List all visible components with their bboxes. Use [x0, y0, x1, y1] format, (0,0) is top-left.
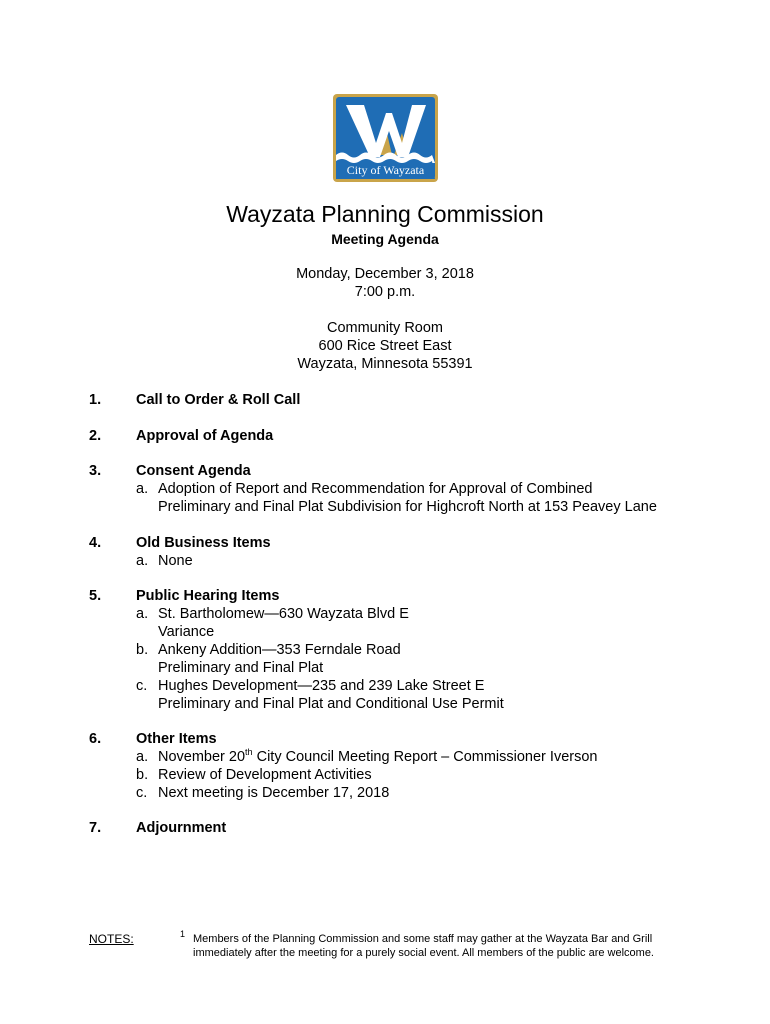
- item-title: Consent Agenda: [136, 463, 251, 479]
- sub-item-text: Review of Development Activities: [158, 767, 372, 783]
- item-title: Adjournment: [136, 820, 227, 836]
- page-title: Wayzata Planning Commission: [226, 201, 544, 227]
- item-title: Call to Order & Roll Call: [136, 392, 301, 408]
- sub-item-continuation: Preliminary and Final Plat Subdivision for Highcroft North at 153 Peavey Lane: [158, 499, 657, 515]
- meeting-time: 7:00 p.m.: [354, 284, 416, 300]
- sub-item-continuation: Preliminary and Final Plat: [158, 660, 324, 676]
- item-number: 3.: [89, 463, 102, 479]
- address-line-2: Wayzata, Minnesota 55391: [297, 356, 473, 372]
- sub-item-text: None: [158, 553, 193, 569]
- item-number: 1.: [89, 392, 102, 408]
- city-logo: [332, 93, 439, 183]
- sub-item-letter: c.: [136, 678, 148, 694]
- sub-item-letter: b.: [136, 767, 149, 783]
- sub-item: [136, 641, 401, 659]
- sub-item-text-pre: November 20: [158, 749, 246, 765]
- sub-item: [136, 552, 193, 570]
- footnote-line-1: Members of the Planning Commission and some staff may gather at the Wayzata Bar and Grill: [193, 933, 653, 945]
- sub-item: [136, 784, 389, 802]
- sub-item-letter: a.: [136, 606, 149, 622]
- address-line-1: 600 Rice Street East: [318, 338, 452, 354]
- sub-item-text: Hughes Development—235 and 239 Lake Street E: [158, 678, 485, 694]
- sub-item-text: Ankeny Addition—353 Ferndale Road: [158, 642, 401, 658]
- sub-item: [136, 748, 597, 766]
- sub-item-letter: b.: [136, 642, 149, 658]
- item-title: Approval of Agenda: [136, 428, 274, 444]
- item-number: 6.: [89, 731, 102, 747]
- footnote-line-2: immediately after the meeting for a purely social event. All members of the public are welcome.: [193, 947, 654, 959]
- sub-item: [136, 480, 592, 498]
- item-title: Old Business Items: [136, 535, 271, 551]
- sub-item: [136, 677, 484, 695]
- notes-label: NOTES:: [89, 932, 134, 946]
- item-number: 4.: [89, 535, 102, 551]
- sub-item-text: St. Bartholomew—630 Wayzata Blvd E: [158, 606, 409, 622]
- meeting-date: Monday, December 3, 2018: [296, 266, 474, 282]
- sub-item: [136, 766, 372, 784]
- sub-item-text: Next meeting is December 17, 2018: [158, 785, 390, 801]
- item-number: 2.: [89, 428, 102, 444]
- item-title: Public Hearing Items: [136, 588, 280, 604]
- sub-item-letter: a.: [136, 481, 149, 497]
- sub-item-continuation: Variance: [158, 624, 215, 640]
- item-title: Other Items: [136, 731, 217, 747]
- sub-item-continuation: Preliminary and Final Plat and Conditional Use Permit: [158, 696, 504, 712]
- location-name: Community Room: [326, 320, 444, 336]
- sub-item-text-post: City Council Meeting Report – Commissioner Iverson: [252, 749, 598, 765]
- ordinal-suffix: th: [245, 747, 253, 758]
- sub-item-letter: a.: [136, 553, 149, 569]
- item-number: 5.: [89, 588, 102, 604]
- page-subtitle: Meeting Agenda: [331, 231, 439, 247]
- logo-caption: City of Wayzata: [346, 163, 425, 177]
- footnote-marker: 1: [180, 929, 186, 939]
- sub-item: [136, 605, 409, 623]
- sub-item-text: Adoption of Report and Recommendation for Approval of Combined: [158, 481, 593, 497]
- item-number: 7.: [89, 820, 102, 836]
- sub-item-letter: c.: [136, 785, 148, 801]
- sub-item-letter: a.: [136, 749, 149, 765]
